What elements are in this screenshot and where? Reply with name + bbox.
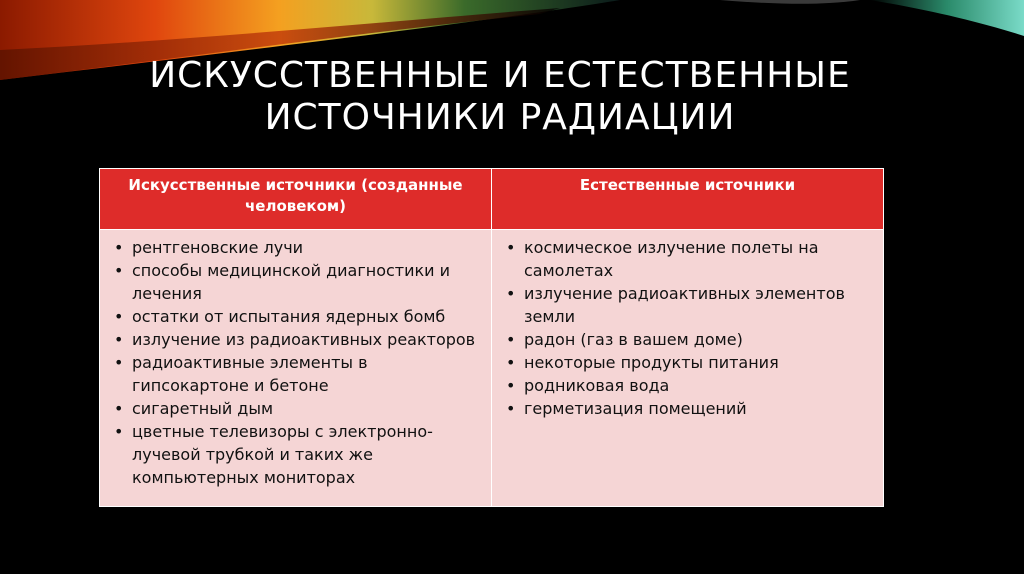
banner-stripe-right	[870, 0, 1024, 36]
list-item: • космическое излучение полеты на самолетах	[504, 236, 879, 282]
title-line-2: ИСТОЧНИКИ РАДИАЦИИ	[264, 97, 736, 138]
arrow-icon: ⇒	[760, 208, 771, 223]
list-item: • излучение из радиоактивных реакторов	[112, 328, 487, 351]
list-item: • родниковая вода	[504, 374, 879, 397]
header-natural: Естественные источники	[492, 169, 884, 230]
list-item: • рентгеновские лучи	[112, 236, 487, 259]
list-item: • некоторые продукты питания	[504, 351, 879, 374]
list-item: • герметизация помещений	[504, 397, 879, 420]
list-item: • способы медицинской диагностики и лечения	[112, 259, 487, 305]
natural-cell	[492, 230, 884, 507]
list-item: • цветные телевизоры с электронно-лучевой трубкой и таких же компьютерных мониторах	[112, 420, 487, 489]
list-item: • излучение радиоактивных элементов земли	[504, 282, 879, 328]
natural-list	[504, 236, 879, 420]
list-item: • радиоактивные элементы в гипсокартоне и бетоне	[112, 351, 487, 397]
banner-stripe-right-top	[720, 0, 860, 4]
page-title	[0, 55, 1000, 139]
artificial-cell	[100, 230, 492, 507]
list-item: • радон (газ в вашем доме)	[504, 328, 879, 351]
artificial-list	[112, 236, 487, 489]
title-line-1: ИСКУССТВЕННЫЕ И ЕСТЕСТВЕННЫЕ	[149, 55, 851, 96]
header-artificial: Искусственные источники (созданные человеком)	[100, 169, 492, 230]
list-item: • сигаретный дым	[112, 397, 487, 420]
list-item: • остатки от испытания ядерных бомб	[112, 305, 487, 328]
table-body-row	[100, 230, 884, 507]
